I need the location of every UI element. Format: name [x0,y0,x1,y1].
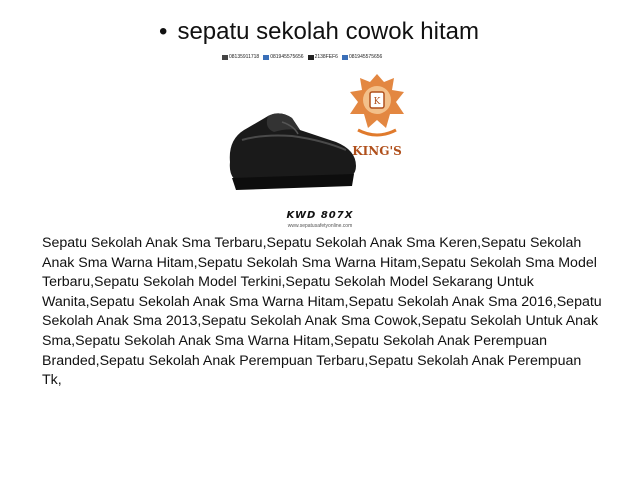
phone-icon [222,55,228,60]
contact-value: 081945575656 [270,54,304,60]
contact-value: 081945575656 [348,54,383,60]
bbm-icon [308,55,314,60]
product-image [222,52,418,228]
brand-name: KING'S [352,144,402,158]
contact-value: 2138FEF6 [314,54,338,60]
contact-value: 08135911718 [229,54,260,60]
contact-phone [222,54,259,60]
body-text: Sepatu Sekolah Anak Sma Terbaru,Sepatu Sekolah Anak Sma Keren,Sepatu Sekolah Anak Sma Warna Hitam,Sepatu Sekolah Sma Warna Hitam,Sepatu Sekolah Sma Model Terbaru,Sepatu Sekolah Model Terkini,Sepatu Sekolah Model Sekarang Untuk Wanita,Sepatu Sekolah Anak Sma Warna Hitam,Sepatu Sekolah Anak Sma 2016,Sepatu Sekolah Anak Sma 2013,Sepatu Sekolah Anak Sma Cowok,Sepatu Sekolah Untuk Anak Sma,Sepatu Sekolah Anak Sma Warna Hitam,Sepatu Sekolah Anak Perempuan Branded,Sepatu Sekolah Anak Perempuan Terbaru,Sepatu Sekolah Anak Perempuan Tk, [42,235,602,389]
title-text: sepatu sekolah cowok hitam [177,18,479,45]
slide-title [0,18,638,46]
whatsapp-icon [263,55,269,60]
title-bullet: • [159,18,168,45]
chat-icon [342,55,348,60]
contact-line [342,54,382,60]
shoe-icon [222,100,362,200]
svg-text:K: K [373,97,381,107]
shoe-illustration [222,100,362,200]
website-url: www.sepatusafetyonline.com [287,223,353,229]
model-code: KWD 807X [286,210,354,221]
contact-pin [308,54,338,60]
contact-bar [222,52,418,62]
contact-whatsapp [263,54,303,60]
